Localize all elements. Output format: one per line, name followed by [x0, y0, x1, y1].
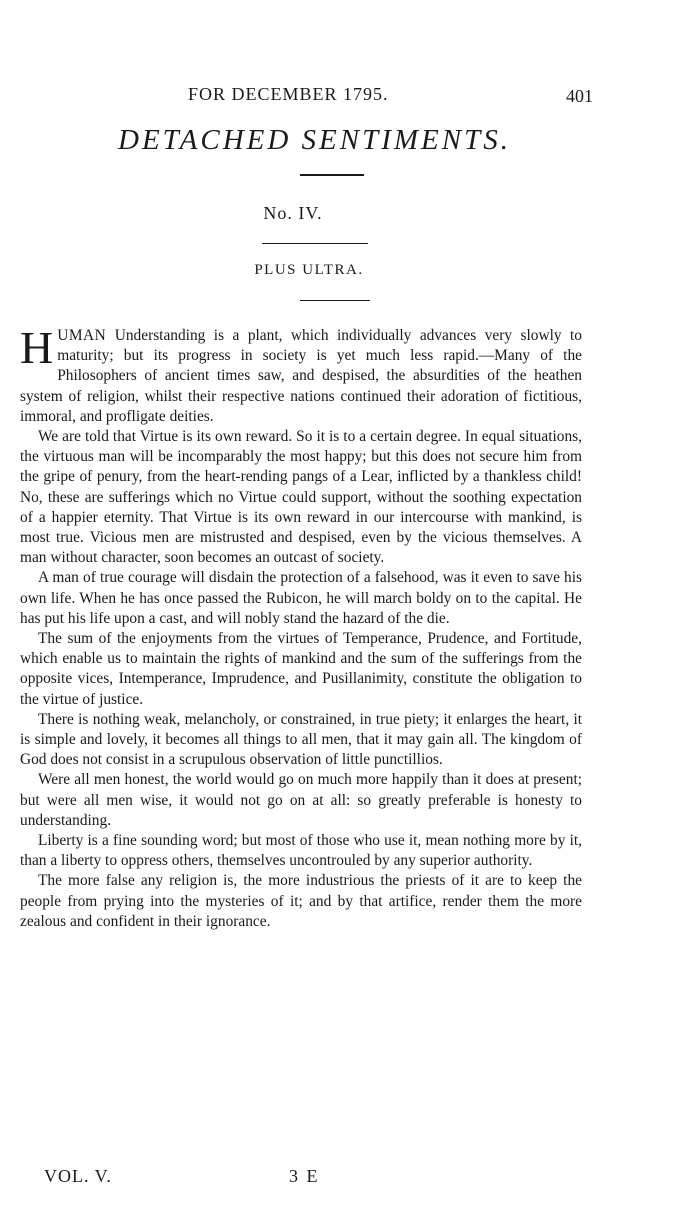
paragraph: Liberty is a fine sounding word; but most of those who use it, mean nothing more by it, than a liberty to oppress others, themselves uncontrouled by any superior authority. [20, 832, 582, 870]
page-footer [0, 1166, 698, 1194]
paragraph: There is nothing weak, melancholy, or constrained, in true piety; it enlarges the heart, it is simple and lovely, it becomes all things to all men, that it may gain all. The kingdom of God does not consist in a scrupulous observation of little punctillios. [20, 710, 582, 769]
paragraph: The more false any religion is, the more industrious the priests of it are to keep the people from prying into the mysteries of it; and by that artifice, render them the more zealous and confident in their ignorance. [20, 872, 582, 930]
opening-word: UMAN [57, 327, 107, 344]
volume-label: VOL. V. [44, 1166, 112, 1186]
paragraph: We are told that Virtue is its own reward. So it is to a certain degree. In equal situations, the virtuous man will be incomparably the most happy; but this does not secure him from the gripe of penury, from the heart-rending pangs of a Lear, inflicted by a thankless child! No, these are sufferings which no Virtue could support, without the soothing expectation of a happier eternity. That Virtue is its own reward in our intercourse with mankind, is most true. Vicious men are mistrusted and despised, even by the vicious themselves. A man without character, soon becomes an outcast of society. [20, 428, 582, 567]
number-rule [262, 243, 368, 244]
drop-cap: H [20, 322, 54, 373]
title-rule [300, 174, 364, 176]
running-head [0, 84, 698, 110]
page-number: 401 [566, 86, 593, 106]
paragraph [20, 322, 582, 427]
paragraph: The sum of the enjoyments from the virtues of Temperance, Prudence, and Fortitude, which enable us to maintain the rights of mankind and the sum of the sufferings from the opposite vices, Intemperance, Imprudence, and Pusillanimity, constitute the obligation to the virtue of justice. [20, 630, 582, 708]
paragraph-text: Understanding is a plant, which individually advances very slowly to maturity; but its progress in society is yet much less rapid.—Many of the Philosophers of ancient times saw, and despised, the absurdities of the heathen system of religion, whilst their respective nations continued their adoration of fictitious, immoral, and profligate deities. [20, 327, 582, 425]
subtitle-rule [300, 300, 370, 301]
signature-mark: 3 E [289, 1166, 320, 1186]
article-body [20, 322, 582, 932]
article-subtitle: PLUS ULTRA. [254, 262, 364, 278]
paragraph: Were all men honest, the world would go on much more happily than it does at present; but were all men wise, it would not go on at all: so greatly preferable is honesty to understanding. [20, 771, 582, 829]
article-number: No. IV. [263, 203, 323, 223]
running-title: FOR DECEMBER 1795. [188, 84, 389, 104]
article-title: DETACHED SENTIMENTS. [118, 124, 511, 156]
paragraph: A man of true courage will disdain the protection of a falsehood, was it even to save his own life. When he has once passed the Rubicon, he will march boldy on to the capital. He has put his life upon a cast, and will nobly stand the hazard of the die. [20, 569, 582, 627]
